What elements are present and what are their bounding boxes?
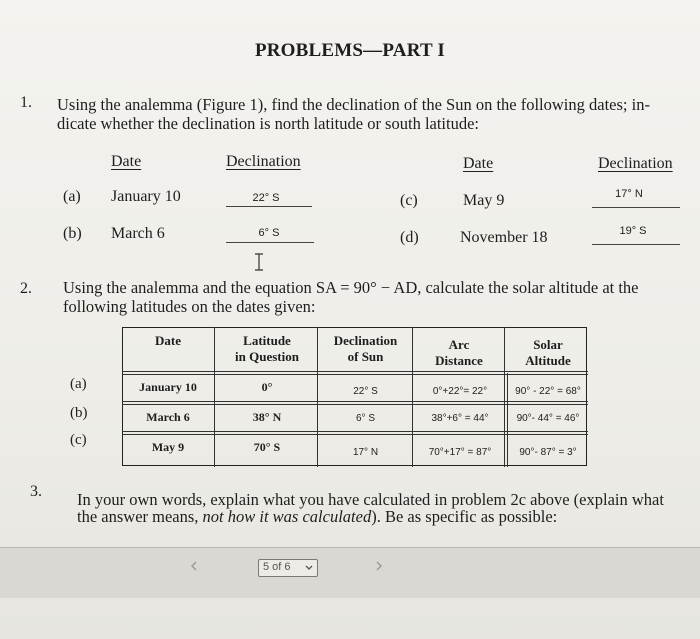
problem-3-text-line2: the answer means, not how it was calculated). Be as specific as possible: [77,507,558,526]
item-d-date: November 18 [460,229,548,246]
item-a-date: January 10 [111,188,181,205]
problem-2-number: 2. [20,280,32,297]
cell-b-declination[interactable]: 6° S [355,413,375,424]
problem-1-text-line2: dicate whether the declination is north latitude or south latitude: [57,114,480,133]
cell-c-date: May 9 [151,440,185,454]
text-cursor-icon [254,253,264,271]
page-indicator: 5 of 6 [263,561,291,573]
problem-3-number: 3. [30,483,42,500]
page-title: PROBLEMS—PART I [254,40,446,61]
problem-1-text-line1: Using the analemma (Figure 1), find the declination of the Sun on the following dates; in- [57,95,650,114]
item-a-answer-line [226,206,312,207]
problem-2-text-line1: Using the analemma and the equation SA = 90° − AD, calculate the solar altitude at the [63,278,639,297]
problem-3-text-line1: In your own words, explain what you have calculated in problem 2c above (explain what [77,490,664,509]
header-date-left: Date [111,153,142,170]
item-c-date: May 9 [463,192,505,209]
item-d-label: (d) [400,229,419,246]
cell-b-arc[interactable]: 38°+6° = 44° [431,413,489,424]
item-c-answer[interactable]: 17° N [615,188,643,200]
item-b-date: March 6 [111,225,165,242]
cell-a-latitude: 0° [261,380,273,394]
cell-a-altitude[interactable]: 90° - 22° = 68° [515,386,581,397]
cell-a-declination[interactable]: 22° S [353,386,378,397]
cell-a-arc[interactable]: 0°+22°= 22° [432,386,488,397]
item-a-label: (a) [63,188,81,205]
header-date-right: Date [463,155,494,172]
item-b-label: (b) [63,225,82,242]
col-header-latitude: Latitude in Question [235,333,299,364]
problem-2-text-line2: following latitudes on the dates given: [63,297,316,316]
header-declination-right: Declination [598,155,673,172]
col-header-declination: Declination of Sun [333,333,398,364]
row-b-label: (b) [70,405,88,421]
row-c-label: (c) [70,432,87,448]
cell-c-latitude: 70° S [253,440,281,454]
cell-b-latitude: 38° N [252,410,282,424]
item-c-label: (c) [400,192,418,209]
header-declination-left: Declination [226,153,301,170]
item-c-answer-line [592,207,680,208]
cell-c-altitude[interactable]: 90°- 87° = 3° [519,447,577,458]
item-b-answer[interactable]: 6° S [258,227,280,239]
viewer-toolbar [0,547,700,598]
item-a-answer[interactable]: 22° S [252,192,280,204]
item-d-answer-line [592,244,680,245]
page-selector[interactable] [258,559,318,577]
cell-c-declination[interactable]: 17° N [352,447,379,458]
solar-altitude-table [122,327,588,467]
row-a-label: (a) [70,376,87,392]
cell-b-date: March 6 [146,410,190,424]
prev-page-icon[interactable] [190,561,198,574]
col-header-solar-altitude: Solar Altitude [525,337,571,368]
col-header-arc: Arc Distance [435,337,483,368]
col-header-date: Date [155,333,181,348]
item-d-answer[interactable]: 19° S [619,225,647,237]
cell-b-altitude[interactable]: 90°- 44° = 46° [516,413,580,424]
cell-a-date: January 10 [139,380,197,394]
problem-1-number: 1. [20,94,32,111]
item-b-answer-line [226,242,314,243]
cell-c-arc[interactable]: 70°+17° = 87° [428,447,492,458]
chevron-down-icon [305,559,313,575]
next-page-icon[interactable] [375,561,383,574]
